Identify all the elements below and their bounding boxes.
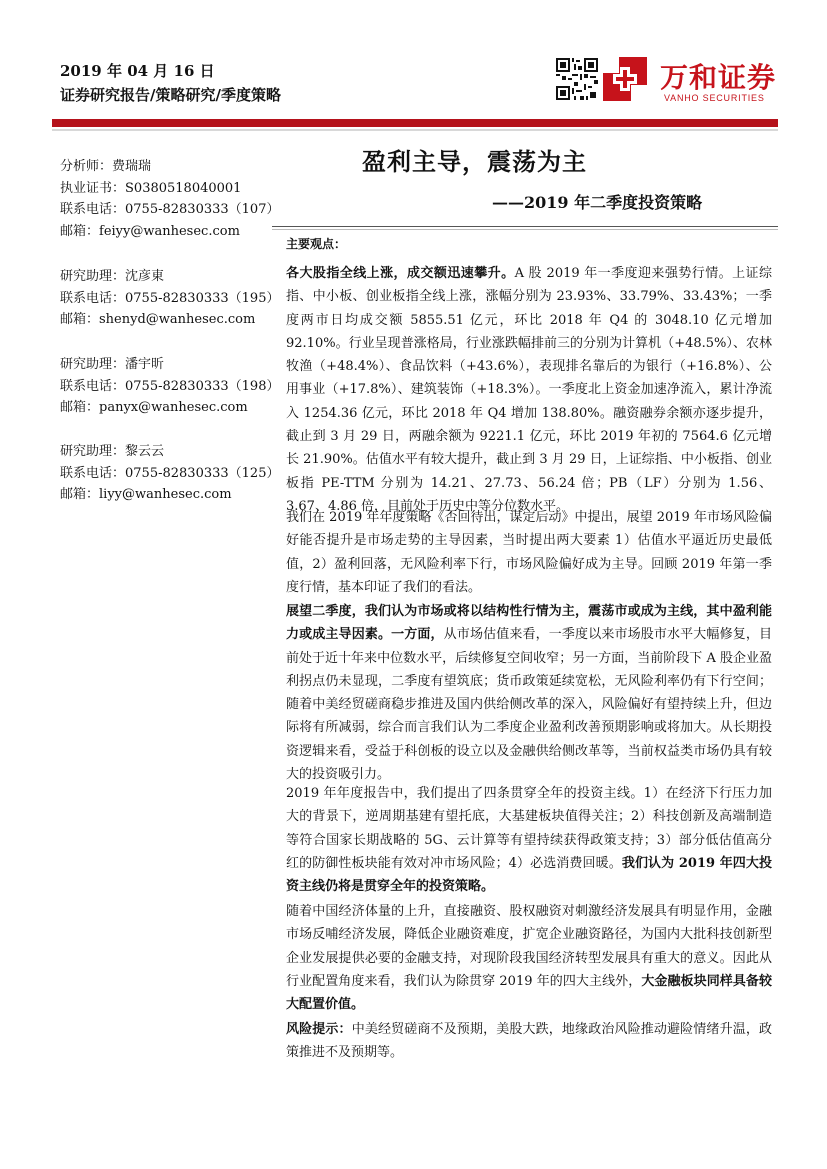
assistant-name: 潘宇昕 xyxy=(125,357,165,372)
phone-number: 0755-82830333（107） xyxy=(125,202,280,217)
qr-code-icon xyxy=(556,58,598,100)
phone-number: 0755-82830333（195） xyxy=(125,290,280,306)
report-title: 盈利主导，震荡为主 xyxy=(362,147,587,176)
assistant-role: 研究助理： xyxy=(60,269,126,284)
analyst-block xyxy=(60,156,280,242)
email-label: 邮箱： xyxy=(60,487,100,502)
email-address[interactable]: shenyd@wanhesec.com xyxy=(99,312,256,327)
paragraph-text: 2019 年年度报告中，我们提出了四条贯穿全年的投资主线。1）在经济下行压力加大的背景下，逆周期基建有望托底，大基建板块值得关注；2）科技创新及高端制造等符合国家长期战略的 5G、云计算等有望持续获得政策支持；3）部分低估值高分红的防御性板块能有效对冲市场风险；4）必选消费回暖。 xyxy=(286,786,772,871)
assistant-role: 研究助理： xyxy=(60,444,126,459)
report-subtitle: ——2019 年二季度投资策略 xyxy=(492,193,703,212)
paragraph-text: 从市场估值来看，一季度以来市场股市水平大幅修复，目前处于近十年来中位数水平，后续修复空间收窄；另一方面，当前阶段下 A 股企业盈利拐点仍未显现，二季度有望筑底；货币政策延续宽松，无风险利率仍有下行空间；随着中美经贸磋商稳步推进及国内供给侧改革的深入，风险偏好有望持续上升，但边际将有所减弱，综合而言我们认为二季度企业盈利改善预期影响或将加大。从长期投资逻辑来看，受益于科创板的设立以及金融供给侧改革等，当前权益类市场仍具有较大的投资吸引力。 xyxy=(286,627,772,783)
paragraph-risk-warning xyxy=(286,1018,772,1065)
paragraph-q2-outlook xyxy=(286,600,772,786)
paragraph-conclusion: 我们认为 2019 年四大投资主线仍将是贯穿全年的投资策略。 xyxy=(286,855,772,895)
phone-label: 联系电话： xyxy=(60,465,126,481)
assistant-block xyxy=(60,266,280,331)
cert-label: 执业证书： xyxy=(60,180,126,196)
paragraph-lead: 展望二季度，我们认为市场或将以结构性行情为主，震荡市或成为主线，其中盈利能力或成主导因素。一方面， xyxy=(286,604,772,643)
report-category: 证券研究报告/策略研究/季度策略 xyxy=(60,86,281,104)
phone-label: 联系电话： xyxy=(60,378,126,394)
email-address[interactable]: panyx@wanhesec.com xyxy=(99,400,248,415)
brand-name: 万和证券 xyxy=(660,61,777,94)
paragraph-text: A 股 2019 年一季度迎来强势行情。上证综指、中小板、创业板指全线上涨，涨幅分别为 23.93%、33.79%、33.43%；一季度两市日均成交额 5855.51 亿元，环比 2018 年 Q4 的 3048.10 亿元增加 92.10%。行业呈现普涨格局，行业涨跌幅排前三的分别为计算机（+48.5%）、农林牧渔（+48.4%）、食品饮料（+43.6%），表现排名靠后的为银行（+16.8%）、公用事业（+17.8%）、建筑装饰（+18.3%）。一季度北上资金加速净流入，累计净流入 1254.36 亿元，环比 2018 年 Q4 增加 138.80%。融资融券余额亦逐步提升，截止到 3 月 29 日，两融余额为 9221.1 亿元，环比 2019 年初的 7564.6 亿元增长 21.90%。估值水平有较大提升，截止到 3 月 29 日，上证综指、中小板指、创业板指 PE-TTM 分别为 14.21、27.73、56.24 倍；PB（LF）分别为 1.56、3.67、4.86 倍，目前处于历史中等分位数水平。 xyxy=(286,266,772,514)
risk-label: 风险提示： xyxy=(286,1022,352,1037)
paragraph-finance-sector xyxy=(286,900,772,1016)
assistant-block xyxy=(60,354,280,419)
phone-label: 联系电话： xyxy=(60,202,126,217)
paragraph-annual-review xyxy=(286,506,772,599)
brand-logo-icon xyxy=(603,57,647,101)
risk-text: 中美经贸磋商不及预期，美股大跌，地缘政治风险推动避险情绪升温，政策推进不及预期等。 xyxy=(286,1022,772,1061)
assistant-name: 沈彦東 xyxy=(125,269,165,284)
phone-number: 0755-82830333（125） xyxy=(125,465,280,481)
email-label: 邮箱： xyxy=(60,400,100,415)
paragraph-investment-themes xyxy=(286,782,772,898)
email-address[interactable]: liyy@wanhesec.com xyxy=(99,487,232,502)
assistant-name: 黎云云 xyxy=(125,444,165,459)
paragraph-conclusion: 大金融板块同样具备较大配置价值。 xyxy=(286,973,772,1013)
brand-name-en: VANHO SECURITIES xyxy=(664,93,765,103)
analyst-name: 费瑞瑞 xyxy=(112,159,152,174)
phone-number: 0755-82830333（198） xyxy=(125,378,280,394)
email-label: 邮箱： xyxy=(60,223,100,239)
email-address[interactable]: feiyy@wanhesec.com xyxy=(99,223,240,239)
paragraph-text: 随着中国经济体量的上升，直接融资、股权融资对刺激经济发展具有明显作用，金融市场反哺经济发展，降低企业融资难度，扩宽企业融资路径，为国内大批科技创新型企业发展提供必要的金融支持，对现阶段我国经济转型发展具有重大的意义。因此从行业配置角度来看，我们认为除贯穿 2019 年的四大主线外， xyxy=(286,904,772,989)
title-divider-thin xyxy=(272,229,778,230)
paragraph-text: 我们在 2019 年年度策略《否回待出，谋定后动》中提出，展望 2019 年市场风险偏好能否提升是市场走势的主导因素，当时提出两大要素 1）估值水平逼近历史最低值，2）盈利回落，无风险利率下行，市场风险偏好成为主导。回顾 2019 年第一季度行情，基本印证了我们的看法。 xyxy=(286,510,772,595)
cert-number: S0380518040001 xyxy=(125,180,242,196)
main-view-label: 主要观点： xyxy=(286,237,347,251)
paragraph-market-review xyxy=(286,262,772,518)
assistant-role: 研究助理： xyxy=(60,357,126,372)
email-label: 邮箱： xyxy=(60,312,100,327)
title-divider xyxy=(272,226,778,227)
header-divider xyxy=(52,129,778,131)
analyst-role: 分析师： xyxy=(60,159,113,174)
paragraph-lead: 各大股指全线上涨，成交额迅速攀升。 xyxy=(286,266,515,281)
report-date: 2019 年 04 月 16 日 xyxy=(60,62,215,80)
assistant-block xyxy=(60,441,280,506)
phone-label: 联系电话： xyxy=(60,290,126,306)
header-red-bar xyxy=(52,119,778,127)
